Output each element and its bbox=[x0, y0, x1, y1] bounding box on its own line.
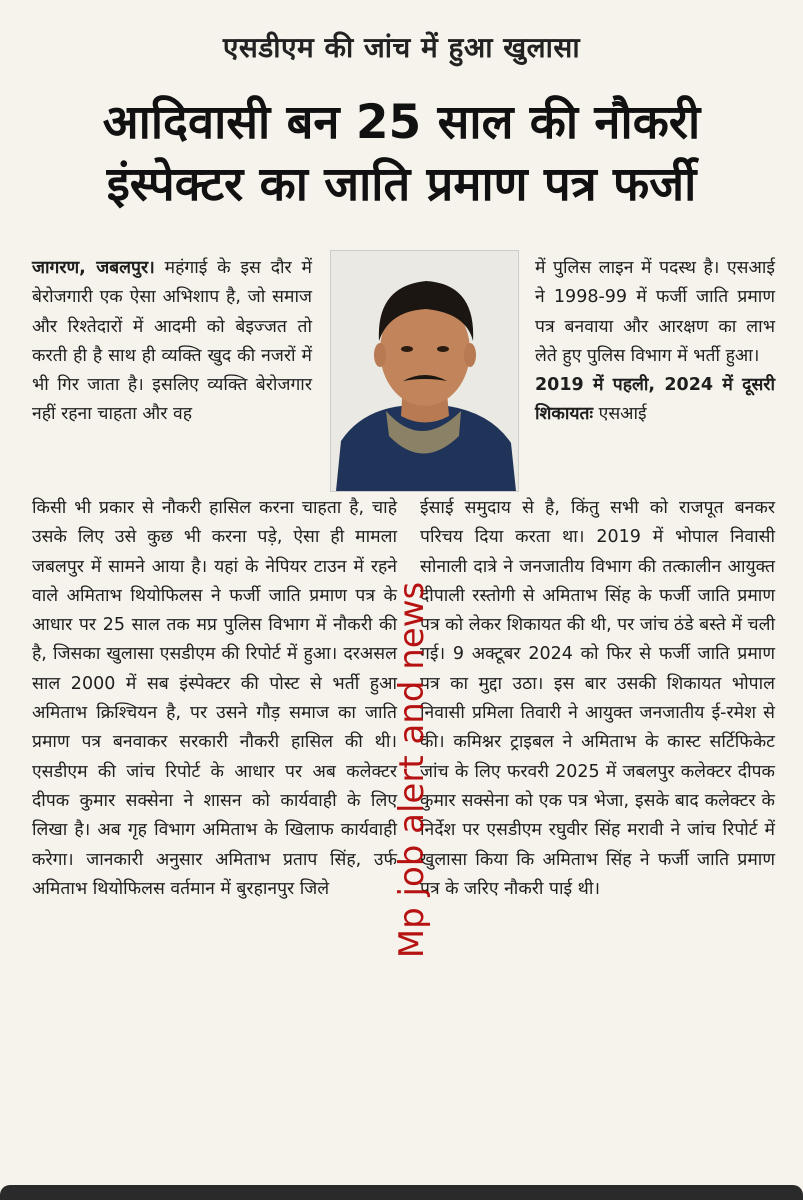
article-column-left-top bbox=[32, 254, 312, 430]
subhead-continuation: एसआई bbox=[598, 404, 647, 425]
screen-bottom-edge bbox=[0, 1185, 803, 1200]
headline-line-1: आदिवासी बन 25 साल की नौकरी bbox=[102, 95, 701, 150]
article-column-right-top bbox=[535, 254, 775, 430]
body-text-right: ईसाई समुदाय से है, किंतु सभी को राजपूत बनकर परिचय दिया करता था। 2019 में भोपाल निवासी सोनाली दात्रे ने जनजातीय विभाग की तत्कालीन आयुक्त दीपाली रस्तोगी से अमिताभ सिंह के फर्जी जाति प्रमाण पत्र को लेकर शिकायत की थी, पर जांच ठंडे बस्ते में चली गई। 9 अक्टूबर 2024 को फिर से फर्जी जाति प्रमाण पत्र का मुद्दा उठा। इस बार उसकी शिकायत भोपाल निवासी प्रमिला तिवारी ने आयुक्त जनजातीय ई-रमेश से की। कमिश्नर ट्राइबल ने अमिताभ के कास्ट सर्टिफिकेट जांच के लिए फरवरी 2025 में जबलपुर कलेक्टर दीपक कुमार सक्सेना को एक पत्र भेजा, इसके बाद कलेक्टर के निर्देश पर एसडीएम रघुवीर सिंह मरावी ने जांच रिपोर्ट में खुलासा किया कि अमिताभ सिंह ने फर्जी जाति प्रमाण पत्र के जरिए नौकरी पाई थी। bbox=[420, 498, 776, 899]
body-text-left-top: महंगाई के इस दौर में बेरोजगारी एक ऐसा अभिशाप है, जो समाज और रिश्तेदारों में आदमी को बेइज्जत तो करती ही है साथ ही व्यक्ति खुद की नजरों में भी गिर जाता है। इसलिए व्यक्ति बेरोजगार नहीं रहना चाहता और वह bbox=[32, 258, 312, 425]
body-text-left: किसी भी प्रकार से नौकरी हासिल करना चाहता है, चाहे उसके लिए उसे कुछ भी करना पड़े, ऐसा ही मामला जबलपुर में सामने आया है। यहां के नेपियर टाउन में रहने वाले अमिताभ थियोफिलस ने फर्जी जाति प्रमाण पत्र के आधार पर 25 साल तक मप्र पुलिस विभाग में नौकरी की है, जिसका खुलासा एसडीएम की रिपोर्ट में हुआ। दरअसल साल 2000 में सब इंस्पेक्टर की पोस्ट से भर्ती हुआ अमिताभ क्रिश्चियन है, पर उसने गौड़ समाज का जाति प्रमाण पत्र बनवाकर सरकारी नौकरी हासिल की थी। एसडीएम की जांच रिपोर्ट के आधार पर अब कलेक्टर दीपक कुमार सक्सेना ने शासन को कार्यवाही के लिए लिखा है। अब गृह विभाग अमिताभ के खिलाफ कार्यवाही करेगा। जानकारी अनुसार अमिताभ प्रताप सिंह, उर्फ अमिताभ थियोफिलस वर्तमान में बुरहानपुर जिले bbox=[32, 498, 397, 899]
article-column-right bbox=[420, 494, 775, 904]
headline-line-2: इंस्पेक्टर का जाति प्रमाण पत्र फर्जी bbox=[106, 157, 697, 212]
body-text-right-top: में पुलिस लाइन में पदस्थ है। एसआई ने 1998-99 में फर्जी जाति प्रमाण पत्र बनवाया और आरक्षण का लाभ लेते हुए पुलिस विभाग में भर्ती हुआ। bbox=[535, 258, 775, 366]
byline: जागरण, जबलपुर। bbox=[32, 258, 155, 278]
article-column-left bbox=[32, 494, 397, 904]
article-headline bbox=[0, 92, 803, 216]
watermark-text: Mp job alert and news bbox=[392, 581, 432, 959]
officer-photo bbox=[330, 250, 519, 492]
portrait-image bbox=[331, 251, 518, 491]
article-subhead: 2019 में पहली, 2024 में दूसरी शिकायतः bbox=[535, 375, 775, 425]
article-kicker: एसडीएम की जांच में हुआ खुलासा bbox=[222, 31, 581, 64]
